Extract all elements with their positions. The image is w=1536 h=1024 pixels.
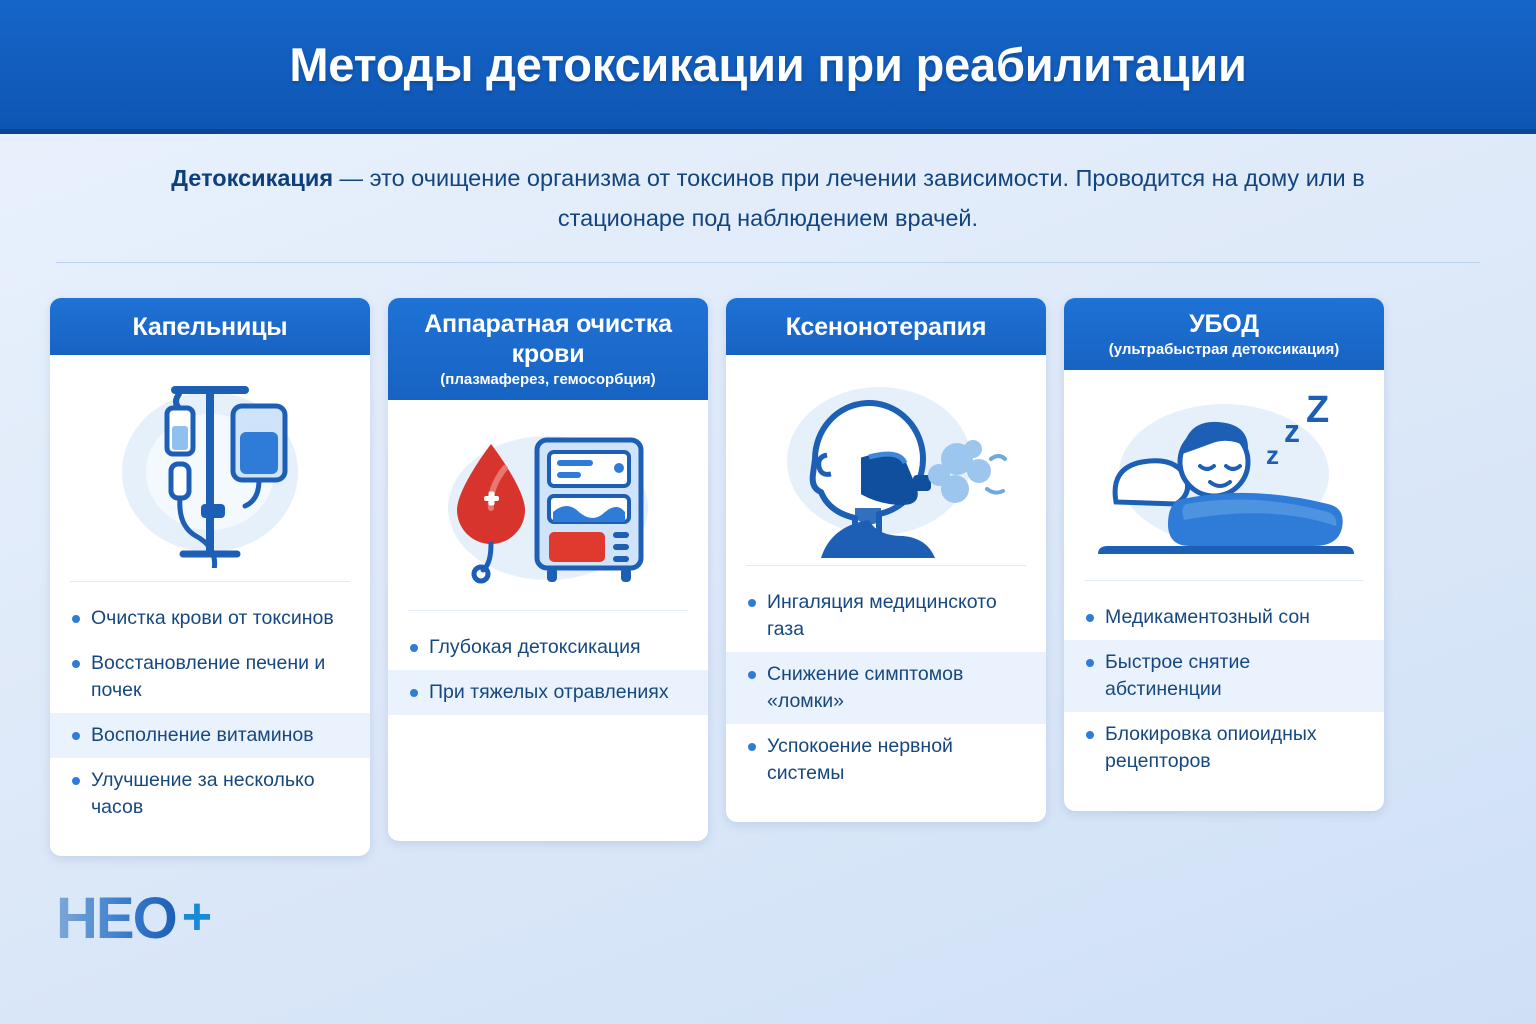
card-subtitle: (плазмаферез, гемосорбция) xyxy=(440,371,656,388)
iv-drip-icon xyxy=(75,368,345,568)
list-item-label: Быстрое снятие абстиненции xyxy=(1105,651,1251,700)
bullet-dot-icon xyxy=(410,644,418,652)
intro-paragraph xyxy=(168,158,1368,238)
list-item xyxy=(1064,640,1384,712)
bullet-dot-icon xyxy=(748,743,756,751)
bullet-dot-icon xyxy=(72,615,80,623)
method-card-blood-purification[interactable] xyxy=(388,298,708,841)
card-header xyxy=(50,298,370,355)
blood-purification-illustration xyxy=(388,400,708,610)
list-item xyxy=(50,596,370,641)
bullet-dot-icon xyxy=(72,732,80,740)
method-card-xenon-therapy[interactable] xyxy=(726,298,1046,822)
list-item xyxy=(388,670,708,715)
list-item xyxy=(726,652,1046,724)
card-header xyxy=(388,298,708,400)
intro-lead: Детоксикация xyxy=(171,165,334,191)
card-title: Ксенонотерапия xyxy=(785,313,987,341)
list-item-label: Ингаляция медицинското газа xyxy=(767,591,997,640)
svg-text:Z: Z xyxy=(1305,388,1329,431)
page-header xyxy=(0,0,1536,134)
list-item-label: При тяжелых отравлениях xyxy=(429,681,669,703)
section-divider xyxy=(56,262,1480,263)
iv-drip-illustration xyxy=(50,355,370,581)
bullet-dot-icon xyxy=(748,671,756,679)
bullet-dot-icon xyxy=(748,599,756,607)
card-header xyxy=(1064,298,1384,370)
bullet-dot-icon xyxy=(72,777,80,785)
list-item xyxy=(726,724,1046,796)
methods-card-row xyxy=(50,298,1486,856)
list-item-label: Глубокая детоксикация xyxy=(429,636,641,658)
plus-icon: + xyxy=(181,887,213,946)
card-header xyxy=(726,298,1046,355)
list-item-label: Улучшение за несколько часов xyxy=(91,769,315,818)
card-bullet-list xyxy=(1064,581,1384,811)
list-item xyxy=(1064,712,1384,784)
card-bullet-list xyxy=(388,611,708,841)
list-item-label: Блокировка опиоидных рецепторов xyxy=(1105,723,1317,772)
list-item xyxy=(388,625,708,670)
page-title: Методы детоксикации при реабилитации xyxy=(289,38,1247,91)
list-item-label: Снижение симптомов «ломки» xyxy=(767,663,964,712)
svg-text:z: z xyxy=(1283,412,1300,449)
sleeping-patient-illustration xyxy=(1064,370,1384,580)
list-item-label: Очистка крови от токсинов xyxy=(91,607,334,629)
inhalation-mask-icon xyxy=(751,363,1021,558)
list-item xyxy=(1064,595,1384,640)
list-item-label: Восполнение витаминов xyxy=(91,724,314,746)
blood-purification-icon xyxy=(413,408,683,603)
card-title: Капельницы xyxy=(132,313,288,341)
bullet-dot-icon xyxy=(72,660,80,668)
bullet-dot-icon xyxy=(1086,731,1094,739)
intro-rest: — это очищение организма от токсинов при лечении зависимости. Проводится на дому или в стационаре под наблюдением врачей. xyxy=(333,165,1365,231)
sleeping-patient-icon xyxy=(1082,378,1367,573)
bullet-dot-icon xyxy=(1086,659,1094,667)
list-item xyxy=(50,758,370,830)
list-item xyxy=(50,641,370,713)
card-title: УБОД xyxy=(1189,310,1259,338)
bullet-dot-icon xyxy=(1086,614,1094,622)
list-item xyxy=(50,713,370,758)
card-subtitle: (ультрабыстрая детоксикация) xyxy=(1108,341,1340,358)
list-item-label: Медикаментозный сон xyxy=(1105,606,1310,628)
brand-logo xyxy=(56,885,212,952)
logo-wordmark: HEO xyxy=(56,886,176,951)
card-bullet-list xyxy=(50,582,370,856)
inhalation-illustration xyxy=(726,355,1046,565)
method-card-iv-drip[interactable] xyxy=(50,298,370,856)
list-item xyxy=(726,580,1046,652)
card-title: Аппаратная очистка крови xyxy=(424,310,672,368)
list-item-label: Восстановление печени и почек xyxy=(91,652,326,701)
bullet-dot-icon xyxy=(410,689,418,697)
card-bullet-list xyxy=(726,566,1046,822)
method-card-ubod[interactable] xyxy=(1064,298,1384,811)
svg-text:z: z xyxy=(1265,439,1279,470)
list-item-label: Успокоение нервной системы xyxy=(767,735,953,784)
